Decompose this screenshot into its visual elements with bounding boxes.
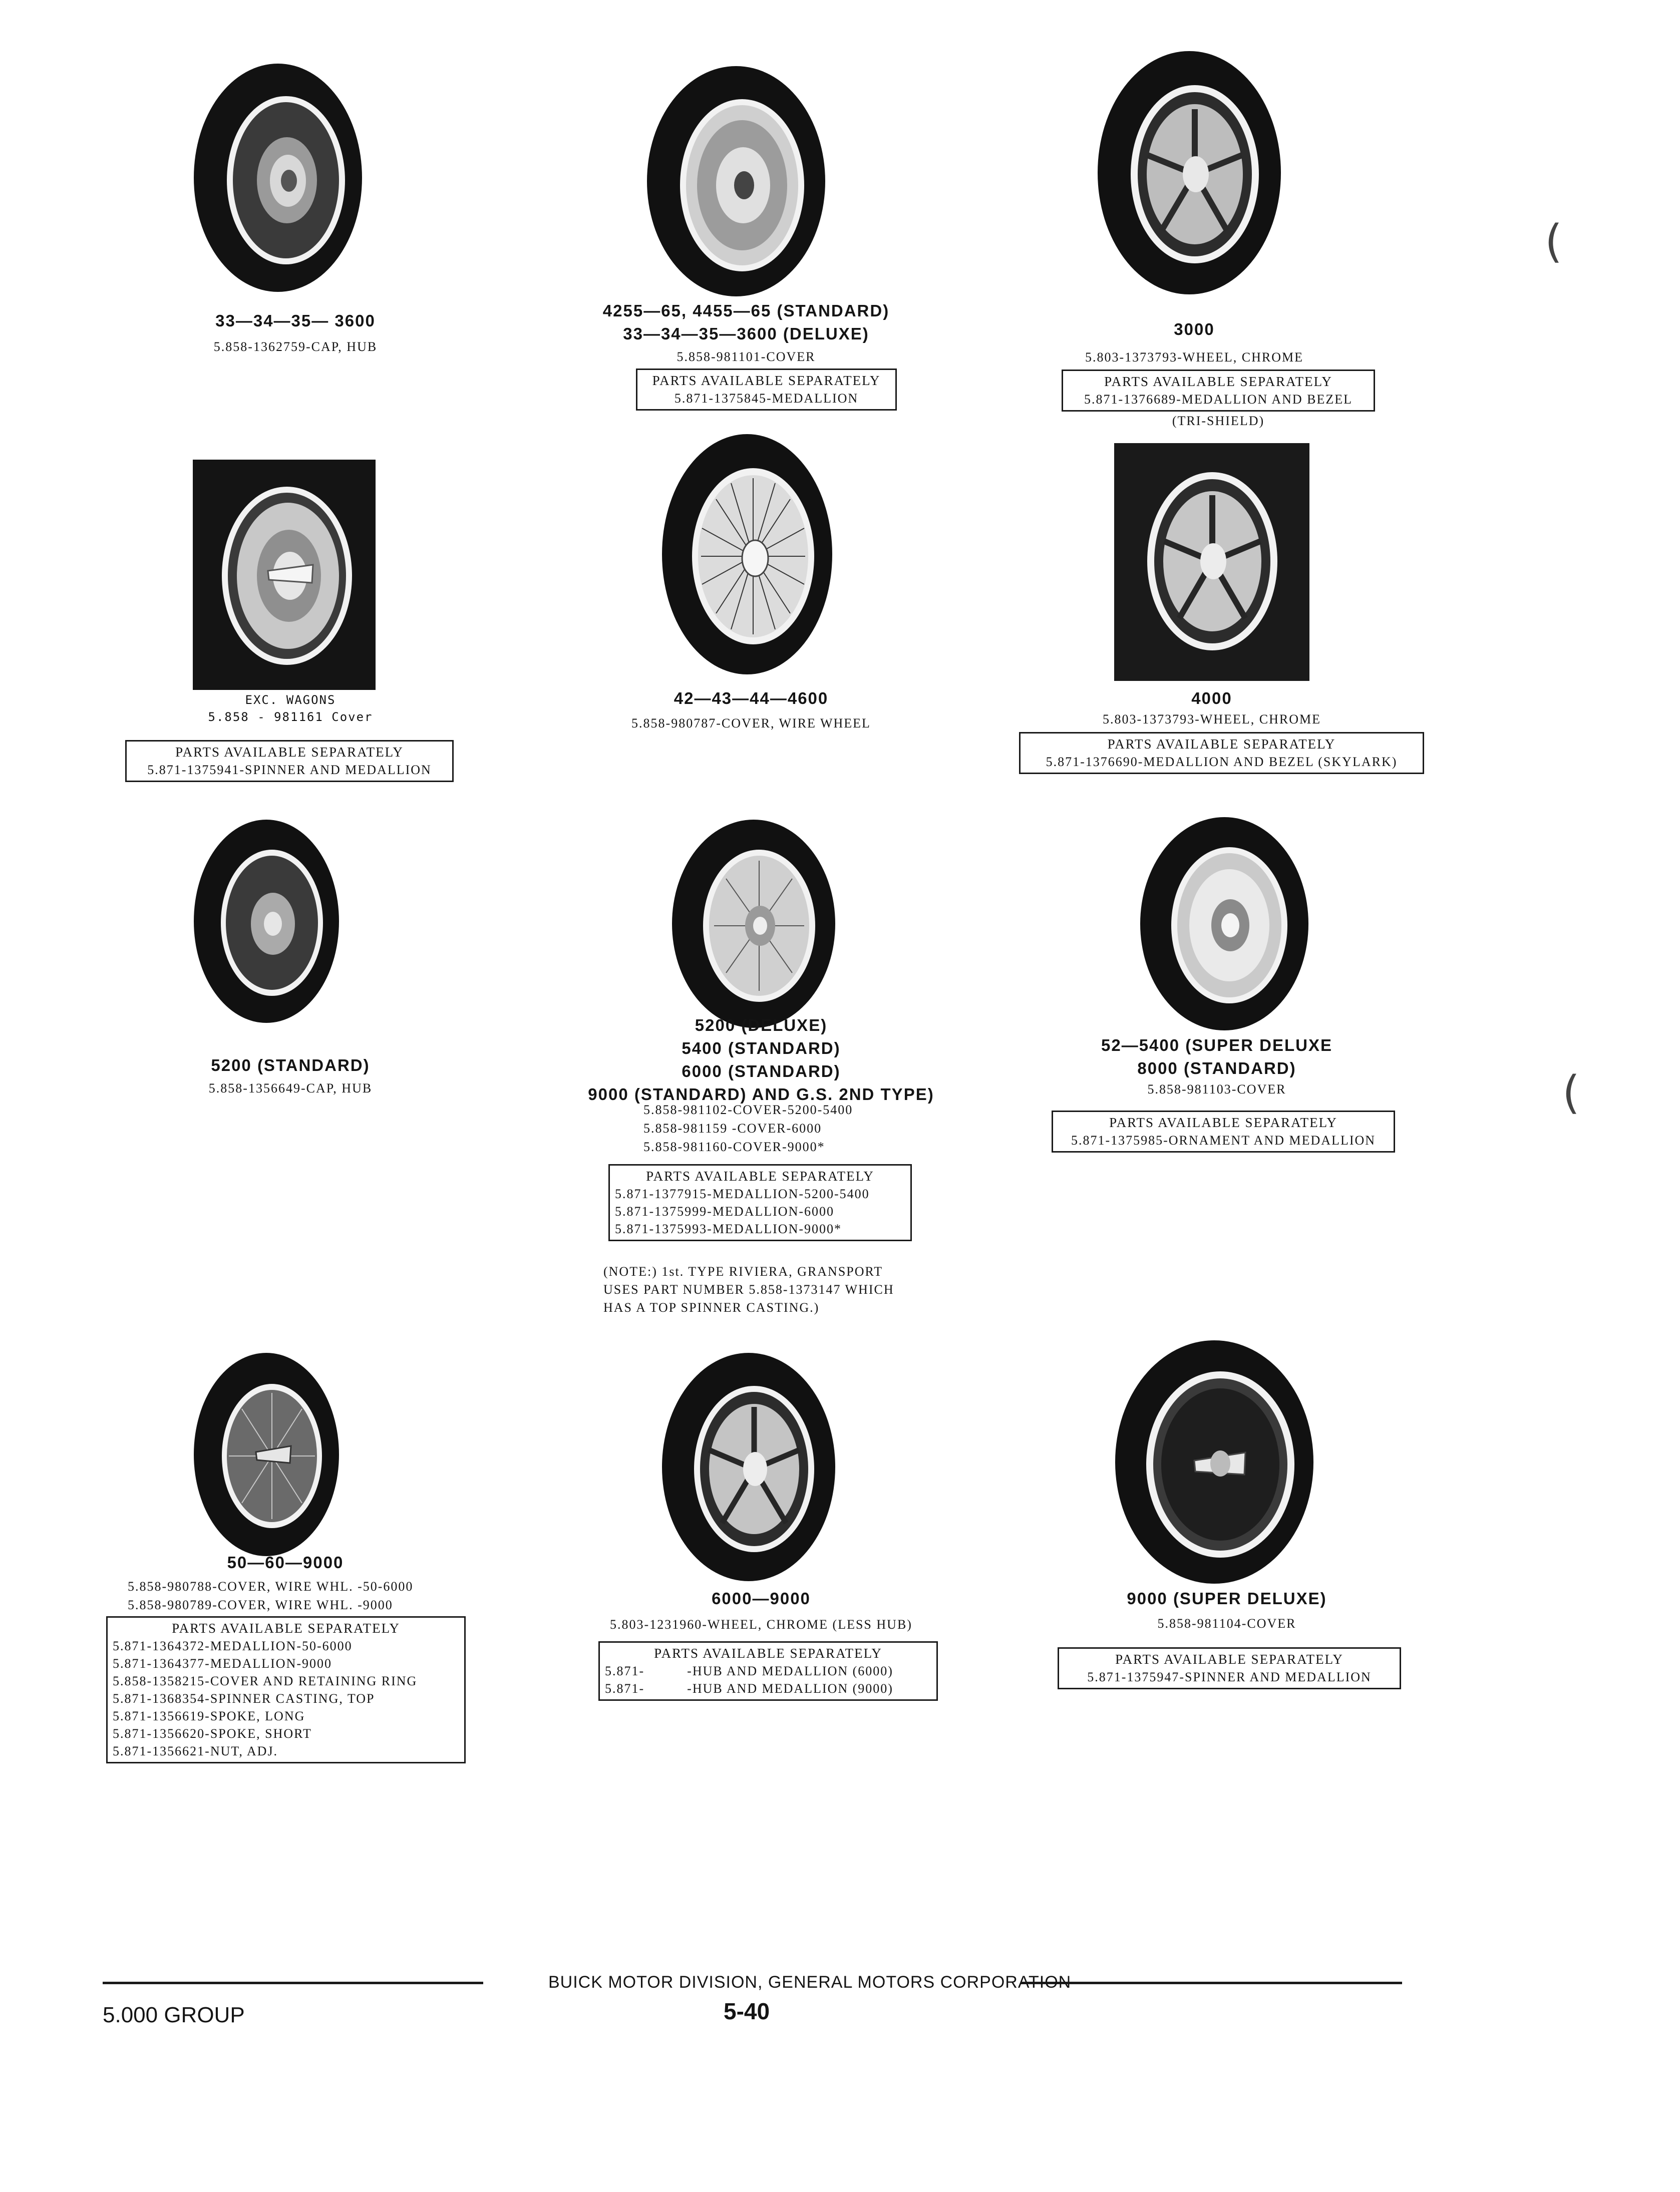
part-line: 5.803-1231960-WHEEL, CHROME (LESS HUB) bbox=[610, 1617, 912, 1632]
model-line: 9000 (SUPER DELUXE) bbox=[1127, 1589, 1327, 1608]
parts-box-line: 5.871-1375985-ORNAMENT AND MEDALLION bbox=[1071, 1133, 1376, 1148]
entry-4600-wire-wheel bbox=[591, 687, 911, 733]
parts-box-6000-9000 bbox=[598, 1641, 938, 1701]
entry-5200-standard bbox=[165, 1054, 416, 1098]
wheel-image-wire-wheel-4600 bbox=[661, 433, 834, 676]
part-line: 5.858-980789-COVER, WIRE WHL. -9000 bbox=[128, 1598, 393, 1612]
wheel-image-spinner-9000-super-deluxe bbox=[1114, 1339, 1314, 1585]
part-line: 5.858-980787-COVER, WIRE WHEEL bbox=[631, 716, 871, 730]
parts-box-line: 5.871-1376690-MEDALLION AND BEZEL (SKYLARK) bbox=[1046, 755, 1398, 769]
parts-box-line: 5.871-1375947-SPINNER AND MEDALLION bbox=[1087, 1670, 1372, 1684]
part-line: 5.858-981160-COVER-9000* bbox=[643, 1140, 825, 1154]
part-line: 5.803-1373793-WHEEL, CHROME bbox=[1102, 712, 1321, 726]
parts-box-9000-super-deluxe bbox=[1058, 1647, 1401, 1689]
wheel-image-hub-cap-5200 bbox=[193, 819, 341, 1024]
parts-box-header: PARTS AVAILABLE SEPARATELY bbox=[1115, 1652, 1343, 1667]
binder-mark: ( bbox=[1562, 1066, 1580, 1119]
parts-box-header: PARTS AVAILABLE SEPARATELY bbox=[646, 1169, 874, 1184]
parts-box-3600-deluxe bbox=[636, 369, 897, 411]
model-line: 9000 (STANDARD) AND G.S. 2ND TYPE) bbox=[588, 1085, 934, 1104]
parts-box-header: PARTS AVAILABLE SEPARATELY bbox=[1107, 737, 1336, 752]
parts-box-line: 5.871-1356621-NUT, ADJ. bbox=[113, 1744, 278, 1758]
wheel-image-hub-cap-3600 bbox=[193, 63, 363, 293]
part-line: 5.858-981101-COVER bbox=[677, 349, 816, 364]
parts-box-line: 5.871- -HUB AND MEDALLION (6000) bbox=[605, 1664, 893, 1678]
entry-6000-9000-chrome-wheel bbox=[586, 1587, 936, 1634]
parts-box-header: PARTS AVAILABLE SEPARATELY bbox=[654, 1646, 882, 1661]
parts-box-line: 5.858-1358215-COVER AND RETAINING RING bbox=[113, 1674, 418, 1688]
part-line: 5.858-981159 -COVER-6000 bbox=[643, 1121, 822, 1136]
model-line: 5200 (DELUXE) bbox=[695, 1016, 828, 1034]
entry-4000-chrome-wheel bbox=[1027, 687, 1397, 728]
parts-box-line: 5.871- -HUB AND MEDALLION (9000) bbox=[605, 1681, 893, 1696]
parts-box-line: 5.871-1375993-MEDALLION-9000* bbox=[615, 1222, 842, 1236]
part-line: 5.858-981102-COVER-5200-5400 bbox=[643, 1103, 853, 1117]
model-line: 52—5400 (SUPER DELUXE bbox=[1101, 1036, 1332, 1054]
note-line: HAS A TOP SPINNER CASTING.) bbox=[603, 1300, 820, 1315]
parts-box-4600-spinner bbox=[125, 740, 454, 782]
entry-3600-hub-cap bbox=[165, 309, 426, 356]
parts-box-line: 5.871-1376689-MEDALLION AND BEZEL bbox=[1084, 392, 1353, 407]
wheel-image-cover-5400-super-deluxe bbox=[1139, 816, 1309, 1031]
model-line: 8000 (STANDARD) bbox=[1137, 1059, 1296, 1077]
note-line: USES PART NUMBER 5.858-1373147 WHICH bbox=[603, 1282, 894, 1297]
model-line: 33—34—35— 3600 bbox=[215, 311, 376, 330]
part-line: 5.858-1362759-CAP, HUB bbox=[213, 339, 378, 354]
parts-box-line: 5.871-1375941-SPINNER AND MEDALLION bbox=[147, 763, 432, 777]
parts-box-9000-wire bbox=[106, 1616, 466, 1763]
parts-box-line: 5.871-1375999-MEDALLION-6000 bbox=[615, 1204, 835, 1219]
wheel-image-cover-3600-deluxe bbox=[646, 65, 826, 298]
footer-group: 5.000 GROUP bbox=[103, 2003, 245, 2027]
model-line: 50—60—9000 bbox=[227, 1553, 344, 1572]
parts-box-line: 5.871-1375845-MEDALLION bbox=[674, 391, 859, 406]
entry-5200-deluxe-9000-standard bbox=[586, 1014, 936, 1106]
model-line: EXC. WAGONS bbox=[245, 693, 336, 707]
wheel-image-spinner-4600 bbox=[193, 460, 376, 690]
wheel-image-cover-5200-5400 bbox=[671, 819, 836, 1029]
parts-box-line: 5.871-1356620-SPOKE, SHORT bbox=[113, 1726, 312, 1741]
model-line: 5200 (STANDARD) bbox=[211, 1056, 370, 1074]
binder-mark: ( bbox=[1545, 215, 1563, 268]
parts-box-header: PARTS AVAILABLE SEPARATELY bbox=[1104, 374, 1332, 389]
parts-box-5400-super-deluxe bbox=[1052, 1111, 1395, 1153]
part-line: 5.803-1373793-WHEEL, CHROME bbox=[1085, 350, 1303, 364]
parts-box-header: PARTS AVAILABLE SEPARATELY bbox=[175, 745, 404, 760]
riviera-gransport-note bbox=[603, 1263, 894, 1317]
entry-3000-chrome-wheel bbox=[1027, 318, 1362, 367]
footer-page-number: 5-40 bbox=[724, 1998, 770, 2024]
tri-shield-note: (TRI-SHIELD) bbox=[1172, 414, 1265, 428]
model-line: 3000 bbox=[1174, 320, 1215, 338]
part-line: 5.858 - 981161 Cover bbox=[208, 710, 373, 724]
part-line: 5.858-981104-COVER bbox=[1157, 1616, 1296, 1631]
wheel-image-chrome-6000-9000 bbox=[661, 1352, 836, 1582]
parts-box-4000 bbox=[1019, 732, 1424, 774]
entry-9000-wire-cover bbox=[110, 1551, 461, 1574]
parts-box-5200-9000 bbox=[608, 1164, 912, 1241]
model-line: 42—43—44—4600 bbox=[674, 689, 829, 707]
model-line: 33—34—35—3600 (DELUXE) bbox=[623, 324, 869, 343]
wheel-image-wire-cover-9000 bbox=[193, 1352, 341, 1557]
parts-box-header: PARTS AVAILABLE SEPARATELY bbox=[172, 1621, 400, 1636]
model-line: 6000 (STANDARD) bbox=[682, 1062, 841, 1080]
part-list-9000-wire bbox=[128, 1577, 413, 1614]
model-line: 5400 (STANDARD) bbox=[682, 1039, 841, 1057]
parts-box-header: PARTS AVAILABLE SEPARATELY bbox=[1109, 1115, 1337, 1130]
model-line: 4000 bbox=[1191, 689, 1232, 707]
wheel-image-chrome-4000 bbox=[1114, 443, 1309, 681]
part-line: 5.858-981103-COVER bbox=[1147, 1082, 1286, 1097]
note-line: (NOTE:) 1st. TYPE RIVIERA, GRANSPORT bbox=[603, 1264, 883, 1279]
wheel-image-chrome-3000 bbox=[1097, 50, 1282, 295]
entry-4600-spinner bbox=[190, 676, 391, 726]
model-line: 43-44-4600 bbox=[249, 677, 332, 691]
model-line: 4255—65, 4455—65 (STANDARD) bbox=[602, 301, 890, 320]
model-line: 6000—9000 bbox=[712, 1589, 811, 1608]
parts-box-3000 bbox=[1062, 370, 1375, 412]
part-list-5200-9000 bbox=[643, 1101, 853, 1156]
parts-box-line: 5.871-1356619-SPOKE, LONG bbox=[113, 1709, 305, 1723]
parts-box-line: 5.871-1364377-MEDALLION-9000 bbox=[113, 1656, 332, 1671]
entry-5400-super-deluxe bbox=[1042, 1034, 1392, 1099]
entry-3600-deluxe-cover bbox=[581, 299, 911, 366]
part-line: 5.858-980788-COVER, WIRE WHL. -50-6000 bbox=[128, 1579, 414, 1594]
parts-box-header: PARTS AVAILABLE SEPARATELY bbox=[652, 373, 881, 388]
footer-rule-right bbox=[1022, 1982, 1402, 1984]
footer-rule-left bbox=[103, 1982, 483, 1984]
part-line: 5.858-1356649-CAP, HUB bbox=[208, 1081, 373, 1095]
parts-box-line: 5.871-1364372-MEDALLION-50-6000 bbox=[113, 1639, 353, 1653]
footer-company: BUICK MOTOR DIVISION, GENERAL MOTORS CORPORATION bbox=[548, 1973, 1072, 1992]
parts-box-line: 5.871-1368354-SPINNER CASTING, TOP bbox=[113, 1691, 375, 1706]
entry-9000-super-deluxe bbox=[1052, 1587, 1402, 1633]
parts-box-line: 5.871-1377915-MEDALLION-5200-5400 bbox=[615, 1187, 870, 1201]
